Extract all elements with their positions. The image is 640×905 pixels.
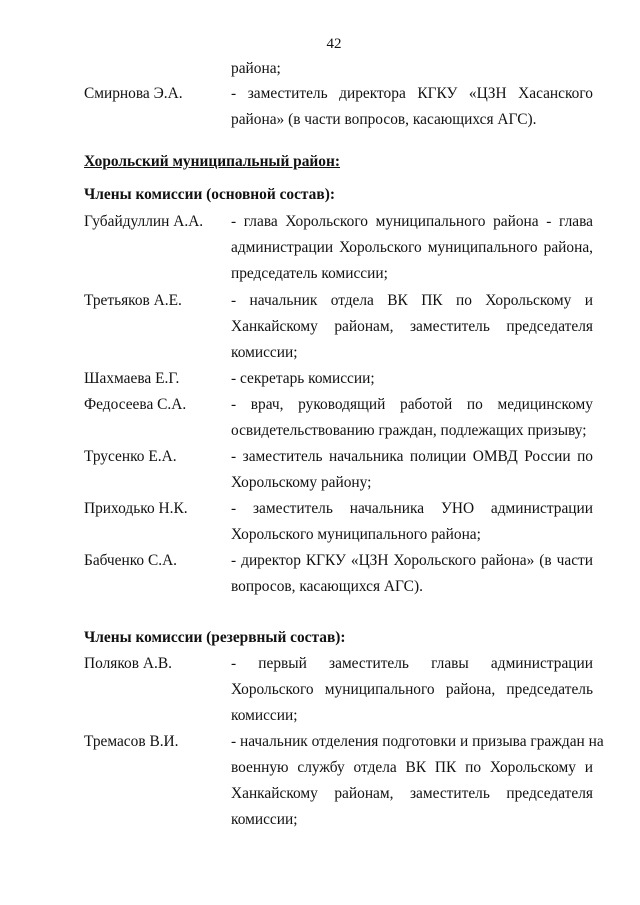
member-role-line: - врач, руководящий работой по медицинскому: [231, 396, 593, 413]
member-role-line: района» (в части вопросов, касающихся АГС).: [231, 111, 537, 128]
member-role-line: комиссии;: [231, 707, 298, 724]
member-role-line: администрации Хорольского муниципального района,: [231, 239, 593, 256]
district-title: Хорольский муниципальный район:: [84, 153, 340, 170]
member-role-line: - директор КГКУ «ЦЗН Хорольского района» (в части: [231, 552, 593, 569]
member-name: Шахмаева Е.Г.: [84, 370, 180, 387]
member-name: Смирнова Э.А.: [84, 85, 183, 102]
member-name: Тремасов В.И.: [84, 733, 179, 750]
member-role-line: - секретарь комиссии;: [231, 370, 375, 387]
member-role-line: - заместитель директора КГКУ «ЦЗН Хасанского: [231, 85, 593, 102]
member-role-line: Хорольскому району;: [231, 474, 372, 491]
reserve-members-heading: Члены комиссии (резервный состав):: [84, 629, 346, 646]
member-name: Бабченко С.А.: [84, 552, 178, 569]
member-name: Приходько Н.К.: [84, 500, 188, 517]
member-role-line: - начальник отдела ВК ПК по Хорольскому и: [231, 292, 593, 309]
member-name: Третьяков А.Е.: [84, 292, 182, 309]
member-role-line: Ханкайскому районам, заместитель председателя: [231, 785, 593, 802]
member-role-line: Ханкайскому районам, заместитель председателя: [231, 318, 593, 335]
member-role-line: - заместитель начальника УНО администрации: [231, 500, 593, 517]
member-name: Поляков А.В.: [84, 655, 172, 672]
member-role-line: - заместитель начальника полиции ОМВД России по: [231, 448, 593, 465]
member-name: Федосеева С.А.: [84, 396, 187, 413]
member-role-line: - начальник отделения подготовки и призыва граждан на: [231, 733, 604, 750]
member-role-line: - глава Хорольского муниципального района - глава: [231, 213, 593, 230]
member-name: Губайдуллин А.А.: [84, 213, 204, 230]
member-role-line: Хорольского муниципального района;: [231, 526, 481, 543]
main-members-heading: Члены комиссии (основной состав):: [84, 186, 335, 203]
member-role-line: освидетельствованию граждан, подлежащих призыву;: [231, 422, 587, 439]
member-role-line: вопросов, касающихся АГС).: [231, 578, 423, 595]
member-role-line: председатель комиссии;: [231, 265, 388, 282]
member-role-line: - первый заместитель главы администрации: [231, 655, 593, 672]
member-name: Трусенко Е.А.: [84, 448, 177, 465]
member-role-line: Хорольского муниципального района, председатель: [231, 681, 593, 698]
member-role-line: комиссии;: [231, 811, 298, 828]
member-role-line: военную службу отдела ВК ПК по Хорольскому и: [231, 759, 593, 776]
continuation-text: района;: [231, 60, 281, 77]
member-role-line: комиссии;: [231, 344, 298, 361]
page-number: 42: [326, 36, 342, 52]
